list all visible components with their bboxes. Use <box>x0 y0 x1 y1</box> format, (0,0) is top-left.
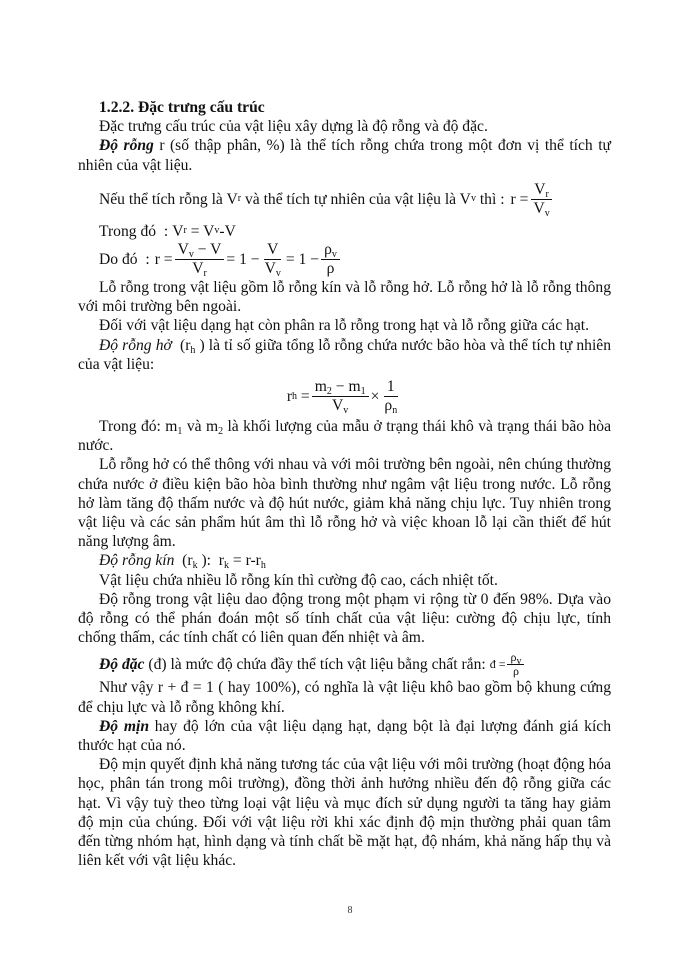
porosity-definition: Độ rỗng r (số thập phân, %) là thể tích rỗng chứa trong một đơn vị thể tích tự nhiên của vật liệu. <box>78 137 611 174</box>
open-porosity-definition: Độ rỗng hở ($r_h$ ) là tỉ số giữa tổng lỗ rỗng chứa nước bão hòa và thể tích tự nhiên của vật liệu: <box>78 336 612 373</box>
section-heading: 1.2.2. Đặc trưng cấu trúc <box>99 99 265 116</box>
paragraph: Độ mịn quyết định khả năng tương tác của vật liệu với môi trường (hoạt động hóa học, phân tán trong môi trường), đồng thời ảnh hưởng nhiều đến độ rỗng giữa các hạt. Vì vậy tuỳ theo từng loại vật liệu và mục đích sử dụng người ta tăng hay giảm độ mịn của chúng. Đối với vật liệu rời khi xác định độ mịn thường phải quan tâm đến từng nhóm hạt, hình dạng và tính chất bề mặt hạt, độ nhám, khả năng hấp thụ và liên kết với vật liệu khác. <box>78 756 611 870</box>
closed-porosity-definition: Độ rỗng kín ($r_k$ ): $r_k = r-r_h$ <box>99 552 266 572</box>
page-content <box>78 98 611 871</box>
paragraph: Lỗ rỗng hở có thể thông với nhau và với môi trường bên ngoài, nên chúng thường chứa nước ở điều kiện bão hòa bình thường như ngâm vật liệu trong nước. Lỗ rỗng hở làm tăng độ thấm nước và độ hút nước, giảm khả năng chịu lực. Tuy nhiên trong vật liệu và các sản phẩm hút âm thì lỗ rỗng hở và việc khoan lỗ lại cần thiết để hút năng lượng âm. <box>78 456 611 551</box>
paragraph: Lỗ rỗng trong vật liệu gồm lỗ rỗng kín và lỗ rỗng hở. Lỗ rỗng hở là lỗ rỗng thông với môi trường bên ngoài. <box>78 279 611 316</box>
open-porosity-formula: r h = $\frac{m_2 - m_1}{V_v}$ × $\frac{1}{\rho_n}$ <box>286 378 398 417</box>
paragraph: Như vậy r + đ = 1 ( hay 100%), có nghĩa là vật liệu khô bao gồm bộ khung cứng để chịu lực và lỗ rỗng không khí. <box>78 679 611 716</box>
density-term: Độ đặc <box>99 656 145 674</box>
page-number: 8 <box>347 905 353 916</box>
fineness-term: Độ mịn <box>99 717 149 735</box>
porosity-where-line: Trong đó : V r = V v -V <box>99 222 236 240</box>
porosity-thus-formula: Do đó : r = $\frac{V_v - V}{V_r}$ = 1 − $\frac{V}{V_v}$ = 1 − $\frac{\rho_v}{\rho}$ <box>78 241 611 278</box>
porosity-formula-fraction: $\frac{V_r}{V_v}$ <box>530 181 552 218</box>
fineness-definition: Độ mịn hay độ lớn của vật liệu dạng hạt, dạng bột là đại lượng đánh giá kích thước hạt của nó. <box>78 717 611 755</box>
section-intro: Đặc trưng cấu trúc của vật liệu xây dựng là độ rỗng và độ đặc. <box>99 118 488 136</box>
paragraph: Đối với vật liệu dạng hạt còn phân ra lỗ rỗng trong hạt và lỗ rỗng giữa các hạt. <box>99 317 590 335</box>
paragraph: Vật liệu chứa nhiều lỗ rỗng kín thì cường độ cao, cách nhiệt tốt. <box>99 571 498 589</box>
porosity-formula-line: Nếu thể tích rỗng là V r và thể tích tự nhiên của vật liệu là V v thì : r = $\frac{V_r}{V_v}$ <box>78 181 611 218</box>
closed-porosity-term: Độ rỗng kín <box>99 552 175 570</box>
paragraph: Độ rỗng trong vật liệu dao động trong một phạm vi rộng từ 0 đến 98%. Dựa vào độ rỗng có thể phán đoán một số tính chất của vật liệu: cường độ chịu lực, tính chống thấm, các tính chất có liên quan đến nhiệt và âm. <box>78 590 611 647</box>
density-definition: Độ đặc (đ) là mức độ chứa đầy thể tích vật liệu bằng chất rắn: đ = $\frac{\rho_v}{\rho}$ <box>78 651 611 678</box>
open-porosity-term: Độ rỗng hở <box>99 336 172 354</box>
porosity-term: Độ rỗng <box>99 137 154 155</box>
open-porosity-where: Trong đó: $m_1$ và $m_2$ là khối lượng của mẫu ở trạng thái khô và trạng thái bão hòa nước. <box>78 418 611 455</box>
